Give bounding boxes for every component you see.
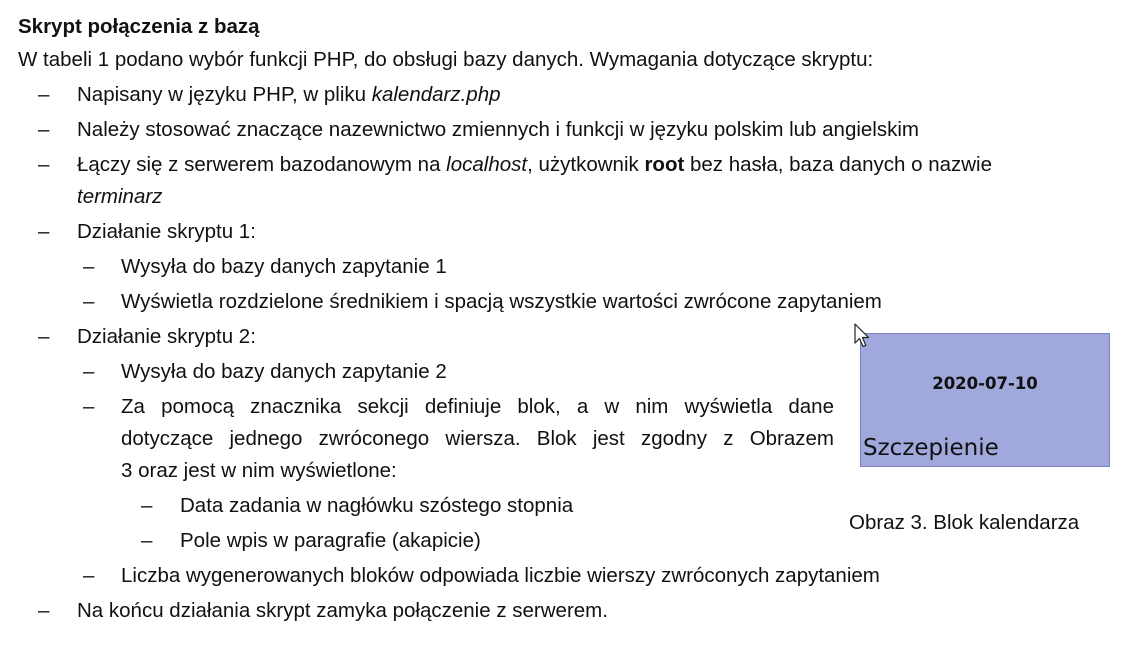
bullet-dash: –	[38, 325, 50, 348]
subsublist-item: Pole wpis w paragrafie (akapicie)	[180, 529, 481, 552]
bullet-dash: –	[83, 395, 95, 418]
sublist-item-continuation: 3 oraz jest w nim wyświetlone:	[121, 459, 397, 482]
calendar-date-heading: 2020-07-10	[932, 374, 1038, 393]
bullet-dash: –	[38, 83, 50, 106]
bullet-dash: –	[141, 529, 153, 552]
list-item-close: Na końcu działania skrypt zamyka połączenie z serwerem.	[77, 599, 608, 622]
list-item-connection: Łączy się z serwerem bazodanowym na localhost, użytkownik root bez hasła, baza danych o nazwie	[77, 153, 993, 176]
sublist-item-continuation: dotyczące jednego zwróconego wiersza. Blok jest zgodny z Obrazem	[121, 427, 834, 450]
subsublist-item: Data zadania w nagłówku szóstego stopnia	[180, 494, 574, 517]
list-item-language: Napisany w języku PHP, w pliku kalendarz.php	[77, 83, 501, 106]
bullet-dash: –	[83, 255, 95, 278]
sublist-item: Za pomocą znacznika sekcji definiuje blok, a w nim wyświetla dane	[121, 395, 834, 418]
list-item-naming: Należy stosować znaczące nazewnictwo zmiennych i funkcji w języku polskim lub angielskim	[77, 118, 919, 141]
bullet-dash: –	[141, 494, 153, 517]
intro-paragraph: W tabeli 1 podano wybór funkcji PHP, do obsługi bazy danych. Wymagania dotyczące skryptu:	[18, 48, 874, 71]
list-item-script1: Działanie skryptu 1:	[77, 220, 256, 243]
figure-caption: Obraz 3. Blok kalendarza	[849, 511, 1080, 534]
sublist-item: Wyświetla rozdzielone średnikiem i spacją wszystkie wartości zwrócone zapytaniem	[121, 290, 882, 313]
sublist-item: Liczba wygenerowanych bloków odpowiada liczbie wierszy zwróconych zapytaniem	[121, 564, 880, 587]
bullet-dash: –	[38, 118, 50, 141]
sublist-item: Wysyła do bazy danych zapytanie 2	[121, 360, 447, 383]
list-item-script2: Działanie skryptu 2:	[77, 325, 256, 348]
sublist-item: Wysyła do bazy danych zapytanie 1	[121, 255, 447, 278]
section-heading: Skrypt połączenia z bazą	[18, 15, 260, 38]
database-name: terminarz	[77, 185, 163, 208]
bullet-dash: –	[38, 153, 50, 176]
bullet-dash: –	[83, 360, 95, 383]
calendar-entry-text: Szczepienie	[863, 435, 999, 461]
bullet-dash: –	[83, 564, 95, 587]
bullet-dash: –	[83, 290, 95, 313]
bullet-dash: –	[38, 599, 50, 622]
calendar-block-figure	[860, 333, 1110, 467]
mouse-pointer-icon	[854, 323, 874, 353]
filename-text: kalendarz.php	[371, 83, 501, 106]
bullet-dash: –	[38, 220, 50, 243]
